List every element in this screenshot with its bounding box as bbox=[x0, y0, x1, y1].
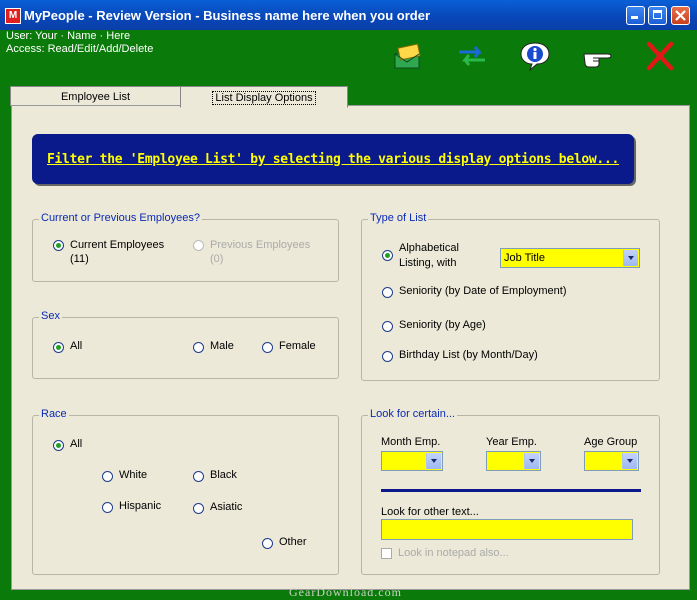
alphabetical-sort-value: Job Title bbox=[504, 252, 545, 264]
app-icon: M bbox=[5, 8, 21, 24]
close-x-icon[interactable] bbox=[643, 40, 677, 72]
radio-selected-icon bbox=[53, 440, 64, 451]
window-title: MyPeople - Review Version - Business name here when you order bbox=[24, 8, 431, 23]
filter-banner-text: Filter the 'Employee List' by selecting the various display options below... bbox=[46, 151, 620, 167]
radio-empty-icon bbox=[102, 502, 113, 513]
filter-banner bbox=[32, 134, 634, 184]
alphabetical-sort-select[interactable] bbox=[500, 248, 640, 268]
radio-empty-icon bbox=[262, 538, 273, 549]
month-emp-select[interactable] bbox=[381, 451, 443, 471]
maximize-icon bbox=[653, 10, 662, 19]
race-all-radio[interactable] bbox=[53, 438, 82, 451]
minimize-button[interactable] bbox=[626, 6, 645, 25]
year-emp-select[interactable] bbox=[486, 451, 541, 471]
race-other-label: Other bbox=[279, 536, 307, 548]
year-emp-label: Year Emp. bbox=[486, 436, 537, 448]
tab-list-display-options[interactable] bbox=[180, 86, 348, 108]
section-divider bbox=[381, 489, 641, 492]
birthday-list-label: Birthday List (by Month/Day) bbox=[399, 349, 538, 361]
radio-selected-icon bbox=[382, 250, 393, 261]
chevron-down-icon[interactable] bbox=[622, 453, 637, 469]
tab-employee-list[interactable]: Employee List bbox=[10, 86, 181, 106]
checkbox-empty-icon bbox=[381, 548, 392, 559]
race-black-radio[interactable] bbox=[193, 469, 237, 482]
close-window-button[interactable] bbox=[671, 6, 690, 25]
radio-selected-icon bbox=[53, 342, 64, 353]
radio-empty-icon bbox=[102, 471, 113, 482]
radio-empty-icon bbox=[382, 287, 393, 298]
previous-employees-radio[interactable] bbox=[193, 238, 310, 266]
tab-list-display-options-label: List Display Options bbox=[212, 91, 315, 105]
sex-male-radio[interactable] bbox=[193, 340, 234, 353]
minimize-icon bbox=[631, 16, 638, 19]
other-text-input[interactable] bbox=[381, 519, 633, 540]
alphabetical-listing-radio[interactable] bbox=[382, 241, 459, 271]
sex-group-legend: Sex bbox=[41, 310, 60, 322]
look-for-legend: Look for certain... bbox=[370, 408, 455, 420]
radio-empty-icon bbox=[382, 321, 393, 332]
sex-all-radio[interactable] bbox=[53, 340, 82, 353]
notepad-label: Look in notepad also... bbox=[398, 547, 509, 559]
race-hispanic-label: Hispanic bbox=[119, 500, 162, 512]
chevron-down-icon[interactable] bbox=[623, 250, 638, 266]
radio-empty-icon bbox=[193, 503, 204, 514]
watermark: GearDownload.com bbox=[289, 585, 402, 599]
seniority-age-label: Seniority (by Age) bbox=[399, 319, 486, 331]
type-of-list-legend: Type of List bbox=[370, 212, 427, 224]
race-hispanic-radio[interactable] bbox=[102, 500, 161, 513]
close-icon bbox=[672, 7, 689, 24]
chevron-down-icon[interactable] bbox=[426, 453, 441, 469]
age-group-label: Age Group bbox=[584, 436, 638, 448]
race-white-radio[interactable] bbox=[102, 469, 147, 482]
swap-arrows-icon[interactable] bbox=[455, 40, 489, 72]
current-employees-count: (11) bbox=[70, 253, 89, 265]
notepad-checkbox[interactable] bbox=[381, 547, 509, 559]
radio-empty-icon bbox=[193, 471, 204, 482]
maximize-button[interactable] bbox=[648, 6, 667, 25]
sex-all-label: All bbox=[70, 340, 83, 352]
employees-group-legend: Current or Previous Employees? bbox=[41, 212, 200, 224]
race-other-radio[interactable] bbox=[262, 536, 307, 549]
sex-male-label: Male bbox=[210, 340, 234, 352]
envelope-money-icon[interactable] bbox=[391, 40, 425, 72]
previous-employees-count: (0) bbox=[210, 253, 224, 265]
race-asiatic-radio[interactable] bbox=[193, 501, 242, 514]
sex-female-radio[interactable] bbox=[262, 340, 316, 353]
race-asiatic-label: Asiatic bbox=[210, 501, 243, 513]
title-bar bbox=[0, 0, 697, 30]
sex-female-label: Female bbox=[279, 340, 316, 352]
current-employees-radio[interactable] bbox=[53, 238, 164, 266]
alphabetical-line2: Listing, with bbox=[399, 257, 457, 269]
alphabetical-line1: Alphabetical bbox=[399, 242, 459, 254]
age-group-select[interactable] bbox=[584, 451, 639, 471]
race-all-label: All bbox=[70, 438, 83, 450]
other-text-label: Look for other text... bbox=[381, 506, 479, 518]
race-white-label: White bbox=[119, 469, 148, 481]
race-group-legend: Race bbox=[41, 408, 67, 420]
seniority-date-radio[interactable] bbox=[382, 285, 567, 298]
radio-selected-icon bbox=[53, 240, 64, 251]
chevron-down-icon[interactable] bbox=[524, 453, 539, 469]
radio-empty-icon bbox=[193, 342, 204, 353]
seniority-age-radio[interactable] bbox=[382, 319, 486, 332]
month-emp-label: Month Emp. bbox=[381, 436, 441, 448]
seniority-date-label: Seniority (by Date of Employment) bbox=[399, 285, 567, 297]
radio-empty-icon bbox=[262, 342, 273, 353]
previous-employees-label: Previous Employees bbox=[210, 239, 311, 251]
access-line: Access: Read/Edit/Add/Delete bbox=[6, 43, 154, 55]
info-icon[interactable] bbox=[518, 40, 552, 72]
radio-empty-icon bbox=[382, 351, 393, 362]
user-line: User: Your · Name · Here bbox=[6, 30, 131, 42]
birthday-list-radio[interactable] bbox=[382, 349, 538, 362]
radio-empty-icon bbox=[193, 240, 204, 251]
pointing-hand-icon[interactable] bbox=[581, 40, 615, 72]
race-black-label: Black bbox=[210, 469, 237, 481]
current-employees-label: Current Employees bbox=[70, 239, 165, 251]
